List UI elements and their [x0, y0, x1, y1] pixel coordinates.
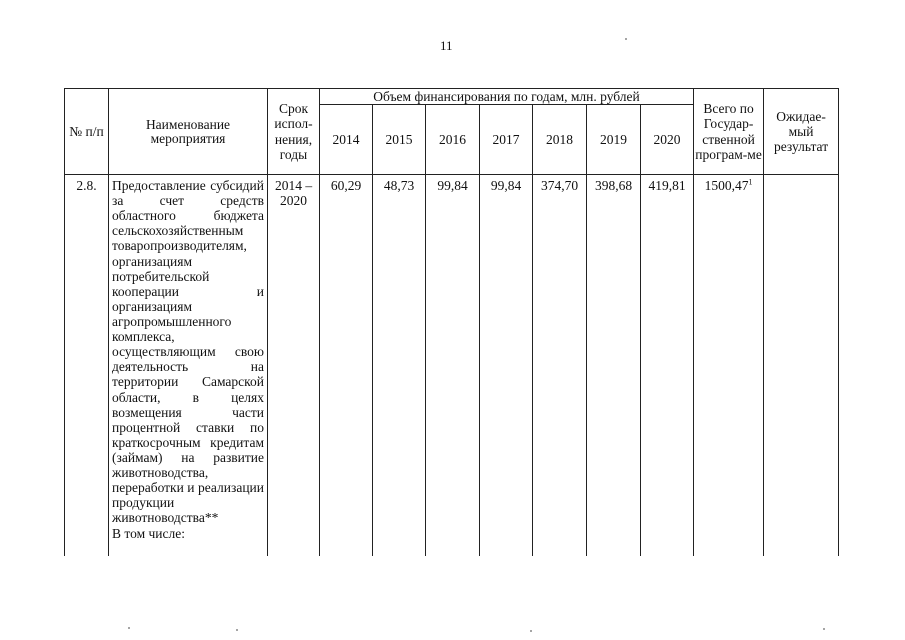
header-funding-group: Объем финансирования по годам, млн. рублей	[320, 89, 694, 105]
header-result: Ожидае-мый результат	[764, 89, 839, 175]
row-total-cell	[694, 175, 764, 557]
header-year: 2017	[480, 105, 533, 175]
row-value: 99,84	[426, 175, 480, 557]
header-year: 2019	[587, 105, 641, 175]
page-number: 11	[440, 38, 453, 53]
row-value: 99,84	[480, 175, 533, 557]
row-name: Предоставление субсидий за счет средств областного бюджета сельскохозяйственным товаропроизводителям, организациям потребительской кооперации и организациям агропромышленного комплекса, осуществляющим свою деятельность на территории Самарской области, в целях возмещения части процентной ставки по краткосрочным кредитам (займам) на развитие животноводства, переработки и реализации продукции животноводства**	[112, 178, 264, 526]
row-total: 1500,47	[704, 178, 749, 193]
header-num: № п/п	[65, 89, 109, 175]
row-value: 60,29	[320, 175, 373, 557]
row-subtitle: В том числе:	[112, 525, 185, 541]
table-row	[65, 175, 839, 557]
row-total-footnote: 1	[748, 177, 753, 187]
row-num: 2.8.	[65, 175, 109, 557]
header-total: Всего по Государ-ственной програм-ме	[694, 89, 764, 175]
header-year: 2016	[426, 105, 480, 175]
row-value: 48,73	[373, 175, 426, 557]
header-year: 2014	[320, 105, 373, 175]
funding-table	[64, 88, 839, 556]
row-term: 2014 – 2020	[268, 175, 320, 557]
header-name: Наименование мероприятия	[109, 89, 268, 175]
row-value: 398,68	[587, 175, 641, 557]
header-year: 2020	[641, 105, 694, 175]
row-value: 374,70	[533, 175, 587, 557]
header-year: 2018	[533, 105, 587, 175]
header-year: 2015	[373, 105, 426, 175]
row-value: 419,81	[641, 175, 694, 557]
header-term: Срок испол-нения, годы	[268, 89, 320, 175]
row-result	[764, 175, 839, 557]
row-name-cell	[109, 175, 268, 557]
